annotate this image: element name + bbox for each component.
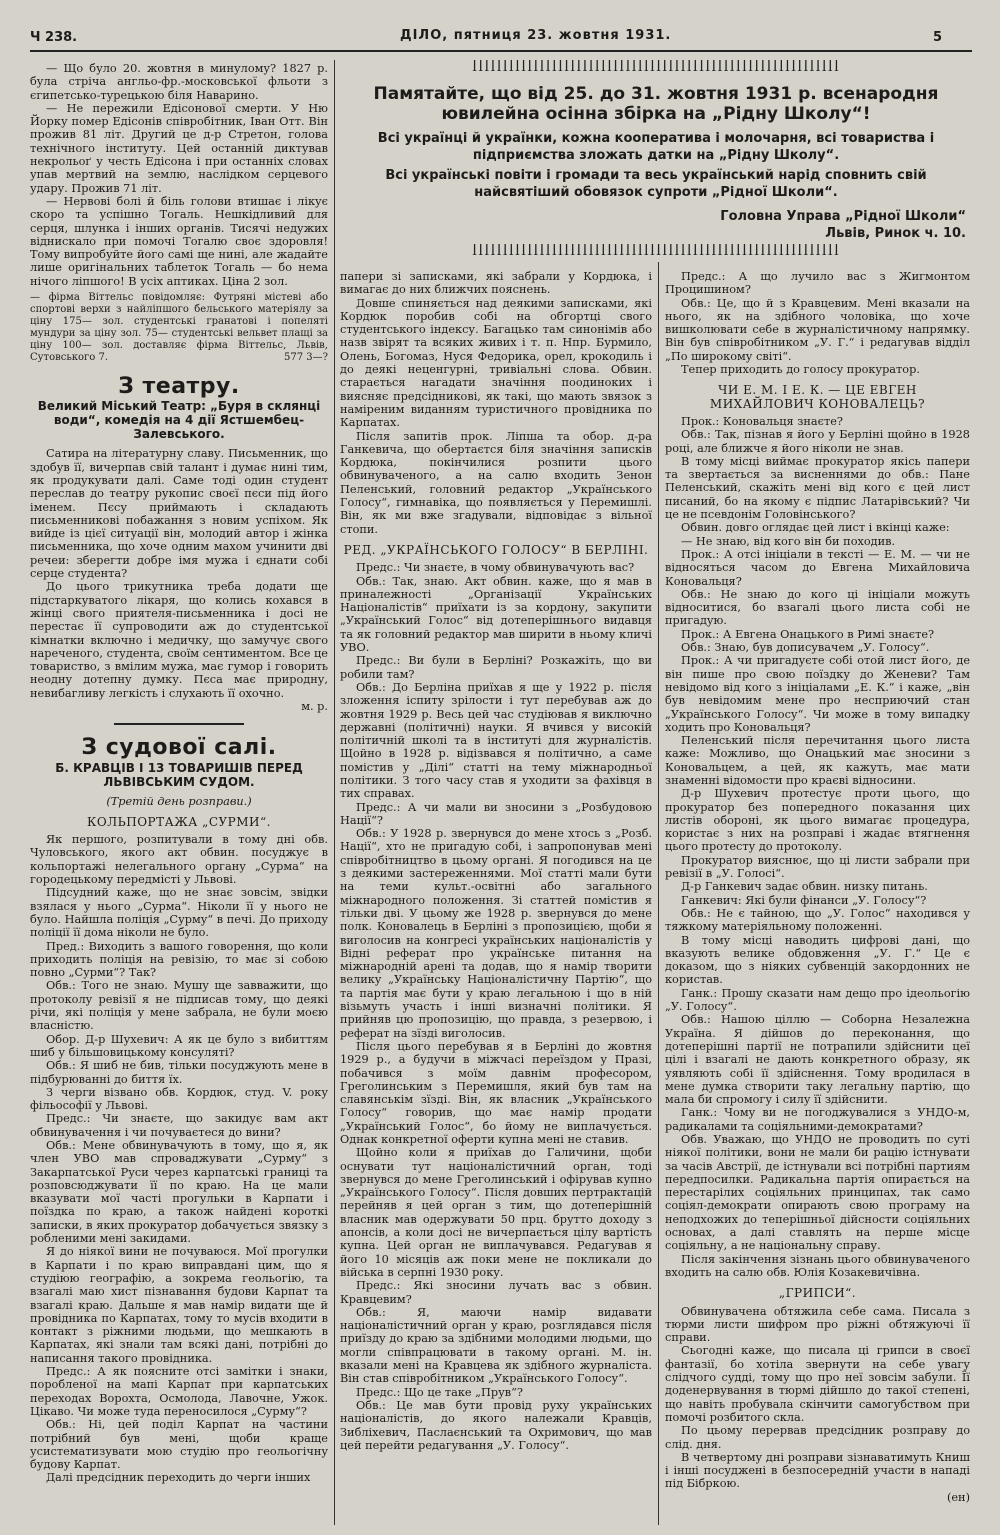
paragraph: До цього трикутника треба додати ще підстаркуватого лікаря, що колись кохався в жінці свого приятеля-письменника і досі не перестає її супроводити аж до студентської кімнатки включно і медичку, що замучує свого нареченого, студента, своїм сентиментом. Все це товариство, з вмілим мужа, має гумор і говорить неодну дотепну думку. Пєса має природну, невибагливу легкість і слухають її охочно. <box>30 580 328 700</box>
paragraph: Обв.: Мене обвинувачують в тому, що я, як член УВО мав спроваджувати „Сурму“ з Закарпатської Руси через карпатські границі та розповсюджувати її по краю. На це мали вказувати мої часті прогульки в Карпати і поїздка по краю, а також найдені короткі записки, в яких прокуратор добачується звязку з робленими мені закидами. <box>30 1139 328 1246</box>
paragraph: Обв.: Я шиб не бив, тільки посуджують мене в підбурюванні до биття їх. <box>30 1059 328 1086</box>
paragraph: Пеленський після перечитання цього листа каже: Можливо, що Онацький має зносини з Коновальцем, а цей, як кажуть, має мати знаменні відомости про краєві відносини. <box>665 734 970 787</box>
appeal-line: Всі українські повіти і громади та весь український нарід сповнить свій найсвятіший обовязок супроти „Рідної Школи“. <box>385 168 927 200</box>
column-divider <box>658 262 659 1525</box>
column-3 <box>665 270 970 1504</box>
paragraph: Предс.: Ви були в Берліні? Розкажіть, що ви робили там? <box>340 654 652 681</box>
paragraph: Я до ніякої вини не почуваюся. Мої прогулки в Карпати і по краю виправдані цим, що я студіюю географію, а зокрема геольогію, та взагалі маю хист пізнавання будови Карпат та взагалі краю. Дальше я мав намір видати ще й провідника по Карпатах, тому то мусів входити в контакт з ріжними людьми, що мешкають в Карпатах, які знали там всякі дані, потрібні до написання такого провідника. <box>30 1245 328 1365</box>
column-divider <box>334 60 335 1525</box>
paragraph: Обв.: У 1928 р. звернувся до мене хтось з „Розб. Нації“, хто не пригадую собі, і запропонував мені співробітництво в цьому органі. Я погодився на це з деякими застереженнями. Мої статті мали бути на теми культ.-освітні або загального міжнародного положення. Зі статтей помістив я тільки дві. У цьому же 1928 р. звернувся до мене полк. Коновалець в Берліні з пропозицією, щоби я виголосив на конгресі українських націоналістів у Відні реферат про українське питання на міжнародній арені та додав, що я намір творити велику „Українську Націоналістичну Партію“, що та партія має бути у краю легальною і що в ній візьмуть участь і інші визначні політики. Я прийняв цю пропозицію, що правда, з резервою, і реферат на зїзді виголосив. <box>340 827 652 1040</box>
section-subtitle: Великий Міський Театр: „Буря в склянці води“, комедія на 4 дії Ястшембец-Залевського. <box>37 399 321 442</box>
paragraph: По цьому перервав предсідник розправу до слід. дня. <box>665 1424 970 1451</box>
paragraph: Сатира на літературну славу. Письменник, що здобув її, вичерпав свій талант і думає нині тим, як продукувати далі. Саме тоді один студент переслав до театру рукопис своєї пєси під його іменем. Пєсу приймають і складають письменникові побажання з новим успіхом. Як вийде із цієї ситуації він, молодий автор і жінка письменника, що хоче одним махом учинити дві речеи: зберегти добре імя мужа і єднати собі серце студента? <box>30 447 328 581</box>
section-title-theatre: З театру. <box>118 374 240 400</box>
subsection-title: РЕД. „УКРАЇНСЬКОГО ГОЛОСУ“ В БЕРЛІНІ. <box>343 542 649 557</box>
news-item: — Що було 20. жовтня в минулому? 1827 р. була стріча англьо-фр.-московської фльоти з єгипетсько-турецькою біля Наварино. <box>30 62 328 102</box>
paragraph: В тому місці наводить цифрові дані, що вказують велике обдовження „У. Г.“ Це є доказом, що з ніяких субвенцій закордонних не користав. <box>665 933 970 987</box>
news-item: — Не пережили Едісонової смерти. У Ню Йорку помер Едісонів співробітник, Іван Отт. Він прожив 81 літ. Другий це д-р Стретон, голова технічного інституту. Цей останній диктував некрольоґ у честь Едісона і при останніх словах упав мертвий на землю, наслідком серцевого удару. Прожив 71 літ. <box>30 101 328 195</box>
paragraph: Обв. Уважаю, що УНДО не проводить по суті ніякої політики, вони не мали би рацію істнувати за часів Австрії, де істнували всі потрібні партиям передпосилки. Радикальна партія опирається на перестарілих соціяльних принципах, так само соціял-демократи опирають свою програму на неподхожих до теперішньої дійсности соціяльних основах, а далі ставлять на перше місце соціяльну, а не національну справу. <box>665 1133 970 1253</box>
paragraph: В четвертому дні розправи зізнаватимуть Книш і інші посуджені в безпосередній участи в нападі під Бібркою. <box>665 1450 970 1491</box>
column-2 <box>340 270 652 1452</box>
header-rule <box>30 50 972 52</box>
paragraph: В тому місці виймає прокуратор якісь папери та звертається за висненнями до обв.: Пане Пеленський, скажіть мені від кого є цей лист писаний, бо на якому є підпис Латарівський? Чи це не псевдонім Головінського? <box>665 454 970 522</box>
paragraph: Як першого, розпитували в тому дні обв. Чуловського, якого акт обвин. посуджує в кольпортажі нелегального органу „Сурма“ на городецькому передмісті у Львові. <box>30 833 328 887</box>
paragraph: Предс.: Які зносини лучать вас з обвин. Кравцевим? <box>340 1279 652 1306</box>
paragraph: Обв.: До Берліна приїхав я ще у 1922 р. після зложення іспиту зрілости і тут перебував аж до жовтня 1929 р. Весь цей час студіював я виключно державні (політичні) науки. Я вчився у високій політичній школі та в інституті для журналістів. Щойно в 1928 р. відізвався я політично, а саме помістив у „Ділі“ статті на тему міжнародньої політики. З того часу став я уходити за фахівця в тих справах. <box>340 680 652 801</box>
paragraph: Пред.: Виходить з вашого говорення, що коли приходить поліція на ревізію, то має зі собою повно „Сурми“? Так? <box>30 939 328 980</box>
paragraph: Ганк.: Чому ви не погоджувалися з УНДО-м, радикалами та соціяльними-демократами? <box>665 1106 970 1133</box>
appeal-line: Всі українці й українки, кожна кооператива і молочарня, всі товариства і підприємства зложать датки на „Рідну Школу“. <box>377 131 935 163</box>
ornament-border-top: ꟾꟾꟾꟾꟾꟾꟾꟾꟾꟾꟾꟾꟾꟾꟾꟾꟾꟾꟾꟾꟾꟾꟾꟾꟾꟾꟾꟾꟾꟾꟾꟾꟾꟾꟾꟾꟾꟾꟾꟾꟾꟾꟾꟾꟾꟾꟾꟾꟾꟾꟾꟾꟾꟾꟾꟾꟾꟾꟾꟾ <box>471 60 841 75</box>
ornament-border-bottom: ꟾꟾꟾꟾꟾꟾꟾꟾꟾꟾꟾꟾꟾꟾꟾꟾꟾꟾꟾꟾꟾꟾꟾꟾꟾꟾꟾꟾꟾꟾꟾꟾꟾꟾꟾꟾꟾꟾꟾꟾꟾꟾꟾꟾꟾꟾꟾꟾꟾꟾꟾꟾꟾꟾꟾꟾꟾꟾꟾꟾ <box>471 244 841 259</box>
paragraph: Обор. Д-р Шухевич: А як це було з вибиттям шиб у більшовицькому консуляті? <box>30 1032 328 1059</box>
paragraph: Обв.: Ні, цей поділ Карпат на частини потрібний був мені, щоби краще усистематизувати мою студію про геольогічну будову Карпат. <box>30 1418 328 1472</box>
ridna-shkola-appeal <box>340 60 972 259</box>
paragraph: Обв.: Це мав бути провід руху українських націоналістів, до якого належали Кравців, Зибліхевич, Паслаєнський та Охримович, що мав цей перейти редагування „У. Голосу“. <box>340 1398 652 1452</box>
appeal-signature-address: Львів, Ринок ч. 10. <box>825 226 966 241</box>
paragraph: З черги візвано обв. Кордюк, студ. V. року фільософії у Львові. <box>30 1085 328 1113</box>
paragraph: Предс.: А що лучило вас з Жигмонтом Процишином? <box>665 270 970 297</box>
paragraph: Далі предсідник переходить до черги інших <box>46 1471 311 1485</box>
page-header <box>30 24 972 46</box>
paragraph: Обвинувачена обтяжила себе сама. Писала з тюрми листи шифром про ріжні обтяжуючі її справи. <box>665 1304 970 1345</box>
paragraph: Сьогодні каже, що писала ці грипси в своєї фантазії, бо хотіла звернути на себе увагу слідчого судді, тому що про неї зовсім забули. Її доденервування в тюрмі дійшло до такої степені, що навіть пробувала скінчити самогубством при помочі розбитого скла. <box>665 1344 970 1424</box>
appeal-title: Памятайте, що від 25. до 31. жовтня 1931 р. всенародня ювилейна осінна збірка на „Рідну Школу“! <box>373 84 939 124</box>
masthead-date: ДІЛО, пятниця 23. жовтня 1931. <box>400 28 672 43</box>
paragraph: Прок.: А чи пригадуєте собі отой лист його, де він пише про свою поїздку до Женеви? Там невідомо від кого з ініціалами „Е. К.“ і каже, „він був невідомим мене про несприючий стан „Українського Голосу“. Чи може в тому випадку ходить про Коновальця? <box>665 654 970 734</box>
paragraph: Прок.: А отсі ініціали в тексті — Е. М. — чи не відносяться часом до Евгена Михайловича Коновальця? <box>665 547 970 588</box>
column-1 <box>30 62 328 1485</box>
paragraph: Прок.: А Евгена Онацького в Римі знаєте? <box>681 627 935 641</box>
paragraph: Тепер приходить до голосу прокуратор. <box>681 363 920 377</box>
paragraph: Прок.: Коновальця знаєте? <box>681 414 843 428</box>
section-note: (Третій день розправи.) <box>106 794 252 808</box>
page-number: 5 <box>932 30 942 45</box>
paragraph: Щойно коли я приїхав до Галичини, щоби оснувати тут націоналістичний орган, тоді звернувся до мене Греголинський і офірував купно „Українського Голосу“. Після довших пертрактацій перейняв я цей орган з тим, що дотеперішній власник мав одержувати 50 прц. брутто доходу з апонсів, а коли досі не вичерпається цілу вартість купна. Цей орган не виплачувався. Редагував я його 10 місяців аж поки мене не покликали до війська в серпні 1930 року. <box>340 1146 652 1279</box>
subsection-title: ЧИ Е. М. І Е. К. — ЦЕ ЕВГЕН МИХАЙЛОВИЧ КОНОВАЛЕЦЬ? <box>709 383 926 411</box>
appeal-signature <box>720 208 966 242</box>
paragraph: Підсудний каже, що не знає зовсім, звідки взялася у нього „Сурма“. Ніколи її у нього не було. Найшла поліція „Сурму“ в печі. До приходу поліції її дома ніколи не було. <box>30 886 328 940</box>
paragraph: Предс.: Чи знаєте, що закидує вам акт обвинувачення і чи почуваєтеся до вини? <box>30 1112 328 1139</box>
paragraph: Предс.: А як поясните отсі замітки і знаки, поробленої на мапі Карпат при карпатських переходах Ворохта, Осмолода, Лавочне, Ужок. Цікаво. Чи може туда переносилося „Сурму“? <box>30 1365 328 1418</box>
paragraph: Ганкевич: Які були фінанси „У. Голосу“? <box>681 893 927 907</box>
advertisement: — фірма Віттельс повідомляє: Футряні містеві або спортові верхи з найліпшого бельського матеріялу за ціну 175— зол. студентські гранатові і попеляті мундури за ціну зол. 75— студентські вельвет плащі за ціну 100— зол. доставляє фірма Віттельс, Львів, Сутовського 7. 577 3—? <box>30 292 328 364</box>
paragraph: Обв.: Нашою ціллю — Соборна Незалежна Україна. Я дійшов до переконання, що дотеперішні партії не потрапили здійснити цеї цілі і взагалі не дають конкретного образу, як уявляють собі її здійснення. Тому вродилася в мене думка створити таку легальну партію, що мала би спромогу і силу її здійснити. <box>665 1013 970 1107</box>
paragraph: Після цього перебував я в Берліні до жовтня 1929 р., а будучи в міжчасі переїздом у Празі, побачився з моїм давнім професором, Греголинським з Перемишля, який був там на славянськім зїзді. Він, як власник „Українського Голосу“ говорив, що має намір продати „Український Голос“, бо йому не виплачується. Однак конкретної оферти купна мені не ставив. <box>340 1039 652 1146</box>
issue-number: Ч 238. <box>30 30 78 45</box>
paragraph: Предс.: Що це таке „Прув“? <box>356 1385 523 1399</box>
paragraph: Обв.: Не знаю до кого ці ініціали можуть відноситися, бо взагалі цього листа собі не пригадую. <box>665 587 970 628</box>
subsection-title: „ГРИПСИ“. <box>778 1286 857 1301</box>
paragraph: — Не знаю, від кого він би походив. <box>681 534 896 548</box>
paragraph: Предс.: А чи мали ви зносини з „Розбудовою Нації“? <box>340 800 652 827</box>
paragraph: Обв.: Так, знаю. Акт обвин. каже, що я мав в приналежності „Організації Українських Націоналістів“ приїхати із за кордону, закупити „Український Голос“ від дотеперішнього видавця та як головний редактор мав ширити в ньому кличі УВО. <box>340 574 652 655</box>
paragraph: Обв.: Це, що й з Кравцевим. Мені вказали на нього, як на здібного чоловіка, що хоче вишколювати себе в журналістичному напрямку. Він був співробітником „У. Г.“ і редагував відділ „По широкому світі“. <box>665 296 970 363</box>
paragraph: Обв.: Так, пізнав я його у Берліні щойно в 1928 році, але ближче я його ніколи не знав. <box>665 428 970 455</box>
paragraph: Обв.: Того не знаю. Мушу ще завважити, що протоколу ревізії я не підписав тому, що деякі річи, які поліція у мене забрала, не були моєю власністю. <box>30 979 328 1033</box>
divider <box>114 723 244 725</box>
paragraph: Обв.: Знаю, був дописувачем „У. Голосу“. <box>681 641 930 655</box>
paragraph: Після закінчення зізнань цього обвинуваченого входить на салю обв. Юлія Козакевичівна. <box>665 1252 970 1279</box>
paragraph: Ганк.: Прошу сказати нам дещо про ідеольогію „У. Голосу“. <box>665 986 970 1014</box>
paragraph: Предс.: Чи знаєте, в чому обвинувачують вас? <box>356 561 635 575</box>
paragraph: Обв.: Не є тайною, що „У. Голос“ находився у тяжкому матеріяльному положенні. <box>665 906 970 934</box>
paragraph: Обвин. довго оглядає цей лист і вкінці каже: <box>681 521 950 535</box>
section-subtitle: Б. КРАВЦІВ І 13 ТОВАРИШІВ ПЕРЕД ЛЬВІВСЬКИМ СУДОМ. <box>55 760 303 789</box>
appeal-signature-org: Головна Управа „Рідної Школи“ <box>720 209 966 224</box>
author-sign: м. р. <box>301 699 328 713</box>
paragraph: Д-р Шухевич протестує проти цього, що прокуратор без попередного показання цих листів обороні, як цього вимагає процедура, користає з них на розправі і жадає втягнення цього протесту до протоколу. <box>665 787 970 854</box>
paragraph: Обв.: Я, маючи намір видавати націоналістичний орган у краю, розглядався після приїзду до краю за здібними молодими людьми, що могли співпрацювати в такому органі. М. ін. вказали мені на Кравцева як здібного журналіста. Він став співробітником „Українського Голосу“. <box>340 1305 652 1386</box>
subsection-title: КОЛЬПОРТАЖА „СУРМИ“. <box>87 814 271 829</box>
paragraph: папери зі записками, які забрали у Кордюка, і вимагає до них ближчих пояснень. <box>340 270 652 297</box>
author-sign: (ен) <box>946 1490 970 1504</box>
paragraph: Після запитів прок. Ліпша та обор. д-ра Ганкевича, що обертаєтся біля значіння записків Кордюка, покінчилися розпити цього обвинуваченого, а на салю входить Зенон Пеленський, головний редактор „Українського Голосу“, гимнавіка, що появляється у Перемишлі. Він, як ми вже згадували, відповідає з вільної стопи. <box>340 429 652 536</box>
paragraph: Довше спиняється над деякими записками, які Кордюк поробив собі на обгортці свого студентського індексу. Багацько там синонімів або назв звірят та всяких живих і т. п. Нпр. Бурмило, Олень, Богомаз, Нуся Федорика, орел, крокодиль і до деякі неценгурні, тривіальні слова. Обвин. старається нагадати значіння поодиноких і виясняє предсідникові, як такі, що мають звязок з наміреним виданням туристичного провідника по Карпатах. <box>340 296 652 430</box>
paragraph: Д-р Ганкевич задає обвин. низку питань. <box>681 880 928 894</box>
news-item: — Нервові болі й біль голови втишає і лікує скоро та успішно Тогаль. Нешкідливий для серця, шлунка і інших органів. Тисячі недужих віднискало при помочі Тогалю своє здоровля! Тому випробуйте його самі ще нині, але жадайте лише оригінальних таблеток Тогаль — бо нема нічого ліпшого! В усіх аптиках. Ціна 2 зол. <box>30 194 328 288</box>
paragraph: Прокуратор вияснює, що ці листи забрали при ревізії в „У. Голосі“. <box>665 853 970 881</box>
section-title-court: З судової салі. <box>81 735 277 761</box>
